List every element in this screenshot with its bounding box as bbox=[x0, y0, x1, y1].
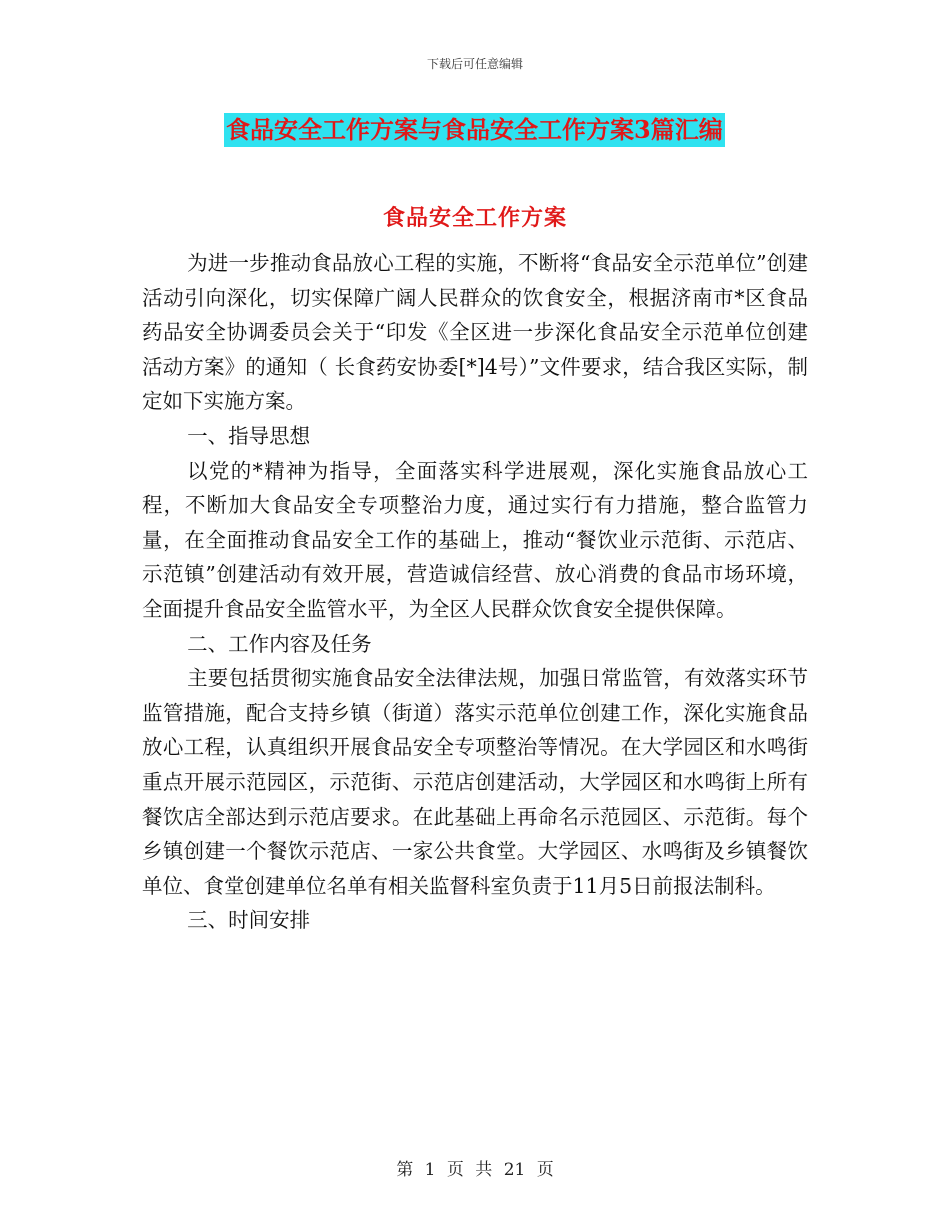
document-body bbox=[142, 246, 808, 938]
heading-guiding-ideology: 一、指导思想 bbox=[187, 423, 311, 448]
page-footer: 第 1 页 共 21 页 bbox=[396, 1160, 554, 1180]
heading-work-content: 二、工作内容及任务 bbox=[187, 631, 372, 656]
section-title: 食品安全工作方案 bbox=[382, 205, 567, 231]
page-header-note: 下载后可任意编辑 bbox=[426, 57, 523, 71]
heading-schedule: 三、时间安排 bbox=[187, 908, 311, 933]
document-title: 食品安全工作方案与食品安全工作方案3篇汇编 bbox=[224, 113, 725, 147]
work-content-paragraph: 主要包括贯彻实施食品安全法律法规，加强日常监管，有效落实环节监管措施，配合支持乡镇（街道）落实示范单位创建工作，深化实施食品放心工程，认真组织开展食品安全专项整治等情况。在大学园区和水鸣街重点开展示范园区，示范街、示范店创建活动，大学园区和水鸣街上所有餐饮店全部达到示范店要求。在此基础上再命名示范园区、示范街。每个乡镇创建一个餐饮示范店、一家公共食堂。大学园区、水鸣街及乡镇餐饮单位、食堂创建单位名单有相关监督科室负责于11月5日前报法制科。 bbox=[142, 666, 808, 898]
guiding-ideology-paragraph: 以党的*精神为指导，全面落实科学进展观，深化实施食品放心工程，不断加大食品安全专项整治力度，通过实行有力措施，整合监管力量，在全面推动食品安全工作的基础上，推动“餐饮业示范街、示范店、示范镇”创建活动有效开展，营造诚信经营、放心消费的食品市场环境，全面提升食品安全监管水平，为全区人民群众饮食安全提供保障。 bbox=[142, 458, 808, 621]
intro-paragraph: 为进一步推动食品放心工程的实施，不断将“食品安全示范单位”创建活动引向深化，切实保障广阔人民群众的饮食安全，根据济南市*区食品药品安全协调委员会关于“印发《全区进一步深化食品安全示范单位创建活动方案》的通知（ 长食药安协委[*]4号）”文件要求，结合我区实际，制定如下实施方案。 bbox=[142, 251, 808, 414]
